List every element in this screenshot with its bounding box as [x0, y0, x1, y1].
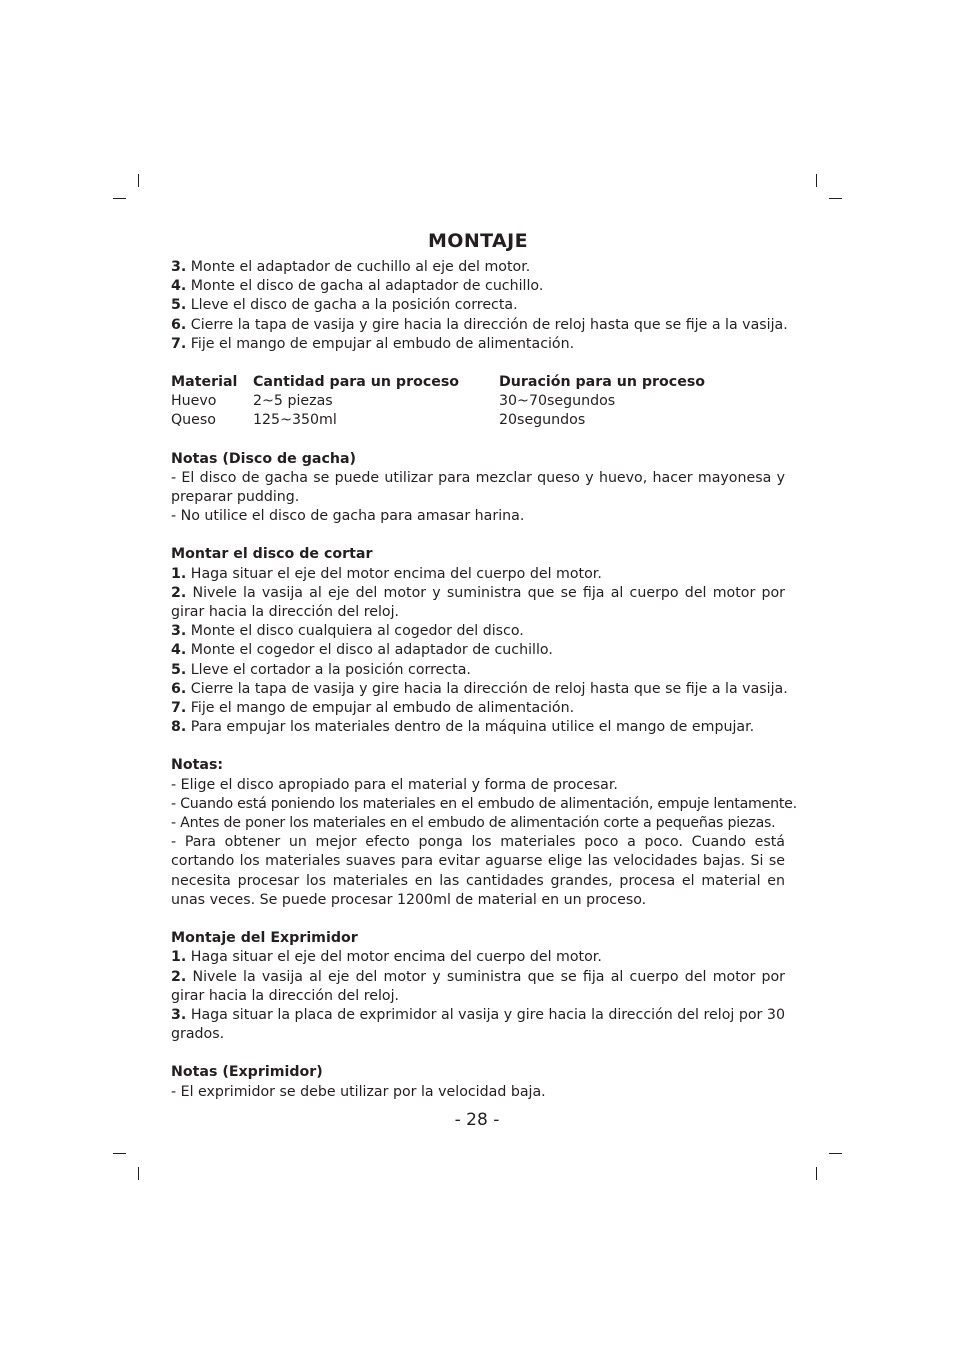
list-item [171, 948, 785, 967]
step-text: Cierre la tapa de vasija y gire hacia la dirección de reloj hasta que se fije a la vasija. [190, 316, 788, 333]
table-cell: Huevo [171, 393, 217, 410]
processing-table [171, 373, 705, 431]
crop-mark-bottom-left-vertical [138, 1167, 139, 1180]
crop-mark-top-left-horizontal [113, 198, 126, 199]
step-text: Fije el mango de empujar al embudo de alimentación. [190, 335, 575, 352]
list-item: - No utilice el disco de gacha para amasar harina. [171, 508, 525, 525]
step-text: Lleve el cortador a la posición correcta. [190, 661, 471, 678]
step-text: Monte el cogedor el disco al adaptador de cuchillo. [190, 642, 553, 659]
table-cell: 30~70segundos [499, 393, 616, 410]
step-number: 6. [171, 316, 187, 333]
step-number: 5. [171, 661, 187, 678]
list-item: - Elige el disco apropiado para el material y forma de procesar. [171, 776, 618, 793]
step-text: Nivele la vasija al eje del motor y suministra que se fija al cuerpo del motor por girar hacia la dirección del reloj. [171, 584, 786, 621]
list-item [171, 335, 785, 354]
list-item [171, 565, 785, 584]
list-item [171, 277, 785, 296]
section-heading-notes: Notas: [171, 757, 224, 774]
list-item: - El disco de gacha se puede utilizar para mezclar queso y huevo, hacer mayonesa y preparar pudding. [171, 469, 785, 506]
list-item: - Para obtener un mejor efecto ponga los materiales poco a poco. Cuando está cortando los materiales suaves para evitar aguarse elige las velocidades bajas. Si se necesita procesar los materiales en las cantidades grandes, procesa el material en unas veces. Se puede procesar 1200ml de material en un proceso. [171, 834, 785, 908]
step-text: Para empujar los materiales dentro de la máquina utilice el mango de empujar. [190, 719, 755, 736]
list-item [171, 968, 785, 1006]
step-number: 3. [171, 1006, 187, 1023]
table-header-material: Material [171, 374, 238, 391]
step-number: 3. [171, 623, 187, 640]
section-heading-notes-juicer: Notas (Exprimidor) [171, 1064, 323, 1081]
step-number: 3. [171, 259, 187, 275]
table-header-duration: Duración para un proceso [499, 374, 706, 391]
table-header-row [171, 373, 705, 392]
page-content [171, 229, 797, 1102]
list-item [171, 296, 785, 315]
list-item [171, 699, 785, 718]
table-header-quantity: Cantidad para un proceso [253, 374, 460, 391]
crop-mark-bottom-right-vertical [816, 1167, 817, 1180]
step-number: 5. [171, 297, 187, 314]
list-item [171, 1006, 785, 1044]
step-number: 2. [171, 584, 187, 601]
step-text: Cierre la tapa de vasija y gire hacia la dirección de reloj hasta que se fije a la vasija. [190, 680, 788, 697]
assembly-steps-a [171, 258, 788, 354]
table-cell: 2~5 piezas [253, 393, 333, 410]
section-heading-juicer: Montaje del Exprimidor [171, 930, 358, 947]
list-item [171, 316, 788, 335]
list-item [171, 661, 785, 680]
table-cell: 125~350ml [253, 412, 337, 429]
list-item: - El exprimidor se debe utilizar por la velocidad baja. [171, 1083, 546, 1100]
crop-mark-bottom-left-horizontal [113, 1153, 126, 1154]
step-text: Haga situar el eje del motor encima del cuerpo del motor. [190, 949, 602, 966]
step-text: Haga situar la placa de exprimidor al vasija y gire hacia la dirección del reloj por 30 grados. [171, 1006, 785, 1043]
crop-mark-top-right-horizontal [829, 198, 842, 199]
crop-mark-top-left-vertical [138, 174, 139, 187]
list-item [171, 641, 785, 660]
list-item: - Antes de poner los materiales en el embudo de alimentación corte a pequeñas piezas. [171, 815, 776, 832]
step-number: 2. [171, 968, 187, 985]
step-number: 7. [171, 335, 187, 352]
step-text: Monte el disco cualquiera al cogedor del disco. [190, 623, 524, 640]
list-item: - Cuando está poniendo los materiales en el embudo de alimentación, empuje lentamente. [171, 795, 797, 812]
list-item [171, 680, 788, 699]
step-number: 7. [171, 700, 187, 717]
step-text: Fije el mango de empujar al embudo de alimentación. [190, 700, 575, 717]
step-number: 1. [171, 565, 187, 582]
step-number: 4. [171, 642, 187, 659]
crop-mark-top-right-vertical [816, 174, 817, 187]
step-text: Lleve el disco de gacha a la posición correcta. [190, 297, 518, 314]
step-text: Monte el adaptador de cuchillo al eje del motor. [190, 259, 531, 275]
table-cell: 20segundos [499, 412, 586, 429]
page-title: MONTAJE [428, 230, 528, 252]
list-item [171, 584, 785, 622]
step-text: Haga situar el eje del motor encima del cuerpo del motor. [190, 565, 602, 582]
page-number: - 28 - [454, 1110, 500, 1130]
step-number: 1. [171, 949, 187, 966]
section-heading-notes-gacha: Notas (Disco de gacha) [171, 450, 357, 467]
table-row [171, 411, 705, 430]
table-row [171, 392, 705, 411]
list-item [171, 258, 785, 277]
step-text: Monte el disco de gacha al adaptador de cuchillo. [190, 278, 544, 295]
step-number: 6. [171, 680, 187, 697]
crop-mark-bottom-right-horizontal [829, 1153, 842, 1154]
list-item [171, 718, 785, 737]
step-text: Nivele la vasija al eje del motor y suministra que se fija al cuerpo del motor por girar hacia la dirección del reloj. [171, 968, 786, 1004]
step-number: 8. [171, 719, 187, 736]
table-cell: Queso [171, 412, 216, 429]
list-item [171, 622, 785, 641]
section-heading-cutting: Montar el disco de cortar [171, 546, 373, 563]
step-number: 4. [171, 278, 187, 295]
